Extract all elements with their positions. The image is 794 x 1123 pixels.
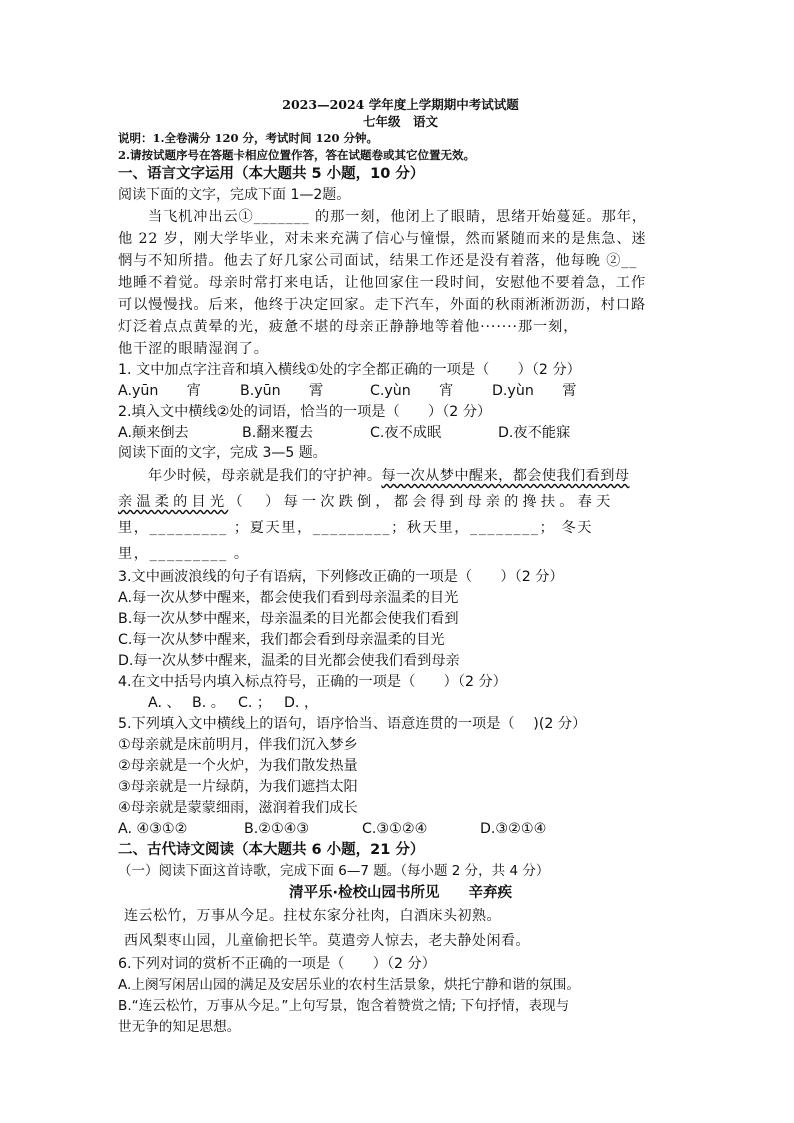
passage-2-text: 年少时候，母亲就是我们的守护神。 (148, 468, 382, 484)
option-a: A. ④③①② (118, 821, 188, 837)
question-3-option-c: C.每一次从梦中醒来，我们都会看到母亲温柔的目光 (118, 632, 445, 648)
question-2-options (118, 423, 683, 444)
option-d: D.yùn 霄 (492, 383, 577, 399)
poem-line: 连云松竹，万事从今足。拄杖东家分社肉，白酒床头初熟。 (124, 908, 501, 924)
poem-title: 清平乐·检校山园书所见 辛弃疾 (288, 885, 512, 901)
passage-2-line-1 (118, 463, 683, 489)
question-6-option-b: B.“连云松竹，万事从今足。”上句写景，饱含着赞赏之情; 下句抒情，表现与 (118, 998, 570, 1014)
option-c: C.夜不成眠 (370, 425, 442, 441)
question-5-item: ①母亲就是床前明月，伴我们沉入梦乡 (118, 737, 358, 753)
passage-1-line: 他 22 岁，刚大学毕业，对未来充满了信心与憧憬，然而紧随而来的是焦急、迷 (118, 231, 647, 247)
question-3-option-a: A.每一次从梦中醒来，都会使我们看到母亲温柔的目光 (118, 590, 459, 606)
question-4: 4.在文中括号内填入标点符号，正确的一项是（ ）（2 分） (118, 674, 507, 690)
question-5-item: ③母亲就是一片绿荫，为我们遮挡太阳 (118, 779, 358, 795)
question-5-item: ④母亲就是蒙蒙细雨，滋润着我们成长 (118, 800, 358, 816)
passage-2-line-3: 里，_________ ；夏天里，_________；秋天里，________； 冬天 (118, 520, 594, 536)
passage-1-line: 惘与不知所措。他去了好几家公司面试，结果工作还是没有着落，他每晚 ②__ (118, 253, 638, 269)
exam-content (118, 96, 683, 1038)
option-c: C. ； (238, 695, 272, 711)
wavy-underline-sentence-end: 亲温柔的目光 (118, 494, 229, 510)
option-a: A.颠来倒去 (118, 425, 189, 441)
option-c: C.yùn 宵 (370, 383, 454, 399)
passage-2-line-2 (118, 489, 683, 515)
exam-subtitle: 七年级 语文 (362, 114, 438, 129)
option-c: C.③①②④ (362, 821, 428, 837)
poem-line: 西风梨枣山园，儿童偷把长竿。莫遣旁人惊去，老夫静处闲看。 (124, 933, 530, 949)
question-5-options (118, 819, 683, 840)
option-b: B.yūn 霄 (240, 383, 324, 399)
option-a: A.yūn 宵 (118, 383, 201, 399)
question-1-options (118, 381, 683, 402)
option-d: D. ， (284, 695, 319, 711)
section-1-instruction-2: 阅读下面的文字，完成 3—5 题。 (118, 445, 327, 461)
section-2-instruction: （一）阅读下面这首诗歌，完成下面 6—7 题。（每小题 2 分，共 4 分） (118, 863, 550, 879)
question-5: 5.下列填入文中横线上的语句，语序恰当、语意连贯的一项是（ )(2 分） (118, 716, 587, 732)
option-b: B.②①④③ (244, 821, 310, 837)
option-a: A. 、 (148, 695, 181, 711)
question-3: 3.文中画波浪线的句子有语病，下列修改正确的一项是（ ）（2 分） (118, 569, 564, 585)
section-2-heading: 二、古代诗文阅读（本大题共 6 小题，21 分） (118, 842, 425, 858)
passage-1-line: 地睡不着觉。母亲时常打来电话，让他回家住一段时间，安慰他不要着急，工作 (118, 275, 647, 291)
exam-note-2: 2.请按试题序号在答题卡相应位置作答，答在试题卷或其它位置无效。 (118, 148, 476, 162)
section-1-heading: 一、语言文字运用（本大题共 5 小题，10 分） (118, 166, 425, 182)
wavy-underline-sentence: 每一次从梦中醒来，都会使我们看到母 (381, 468, 630, 484)
question-5-item: ②母亲就是一个火炉，为我们散发热量 (118, 758, 358, 774)
option-d: D.③②①④ (480, 821, 547, 837)
question-2: 2.填入文中横线②处的词语，恰当的一项是（ ）（2 分） (118, 404, 492, 420)
passage-1-line: 他干涩的眼睛湿润了。 (118, 341, 269, 357)
passage-1-line: 当飞机冲出云①_______ 的那一刻，他闭上了眼睛，思绪开始蔓延。那年， (148, 209, 647, 225)
question-6: 6.下列对词的赏析不正确的一项是（ ）（2 分） (118, 956, 436, 972)
exam-title: 2023—2024 学年度上学期期中考试试题 (282, 97, 519, 112)
passage-1-line: 可以慢慢找。后来，他终于决定回家。走下汽车，外面的秋雨淅淅沥沥，村口路 (118, 297, 647, 313)
question-6-option-a: A.上阕写闲居山园的满足及安居乐业的农村生活景象，烘托宁静和谐的氛围。 (118, 977, 580, 993)
option-b: B.翻来覆去 (242, 425, 313, 441)
passage-2-text: （ ）每一次跌倒，都会得到母亲的搀扶。春天 (228, 494, 615, 510)
option-d: D.夜不能寐 (498, 425, 571, 441)
passage-2-line-4: 里，_________ 。 (118, 546, 250, 562)
question-3-option-b: B.每一次从梦中醒来，母亲温柔的目光都会使我们看到 (118, 611, 459, 627)
exam-note-1: 说明：1.全卷满分 120 分，考试时间 120 分钟。 (118, 131, 379, 145)
option-b: B. 。 (192, 695, 225, 711)
section-1-instruction-1: 阅读下面的文字，完成下面 1—2题。 (118, 187, 351, 203)
passage-1-line: 灯泛着点点黄晕的光，疲惫不堪的母亲正静静地等着他·······那一刻， (118, 319, 579, 335)
question-4-options (118, 693, 683, 714)
question-6-option-b-cont: 世无争的知足思想。 (118, 1019, 241, 1035)
question-3-option-d: D.每一次从梦中醒来，温柔的目光都会使我们看到母亲 (118, 653, 460, 669)
question-1: 1. 文中加点字注音和填入横线①处的字全都正确的一项是（ ）（2 分） (118, 362, 581, 378)
